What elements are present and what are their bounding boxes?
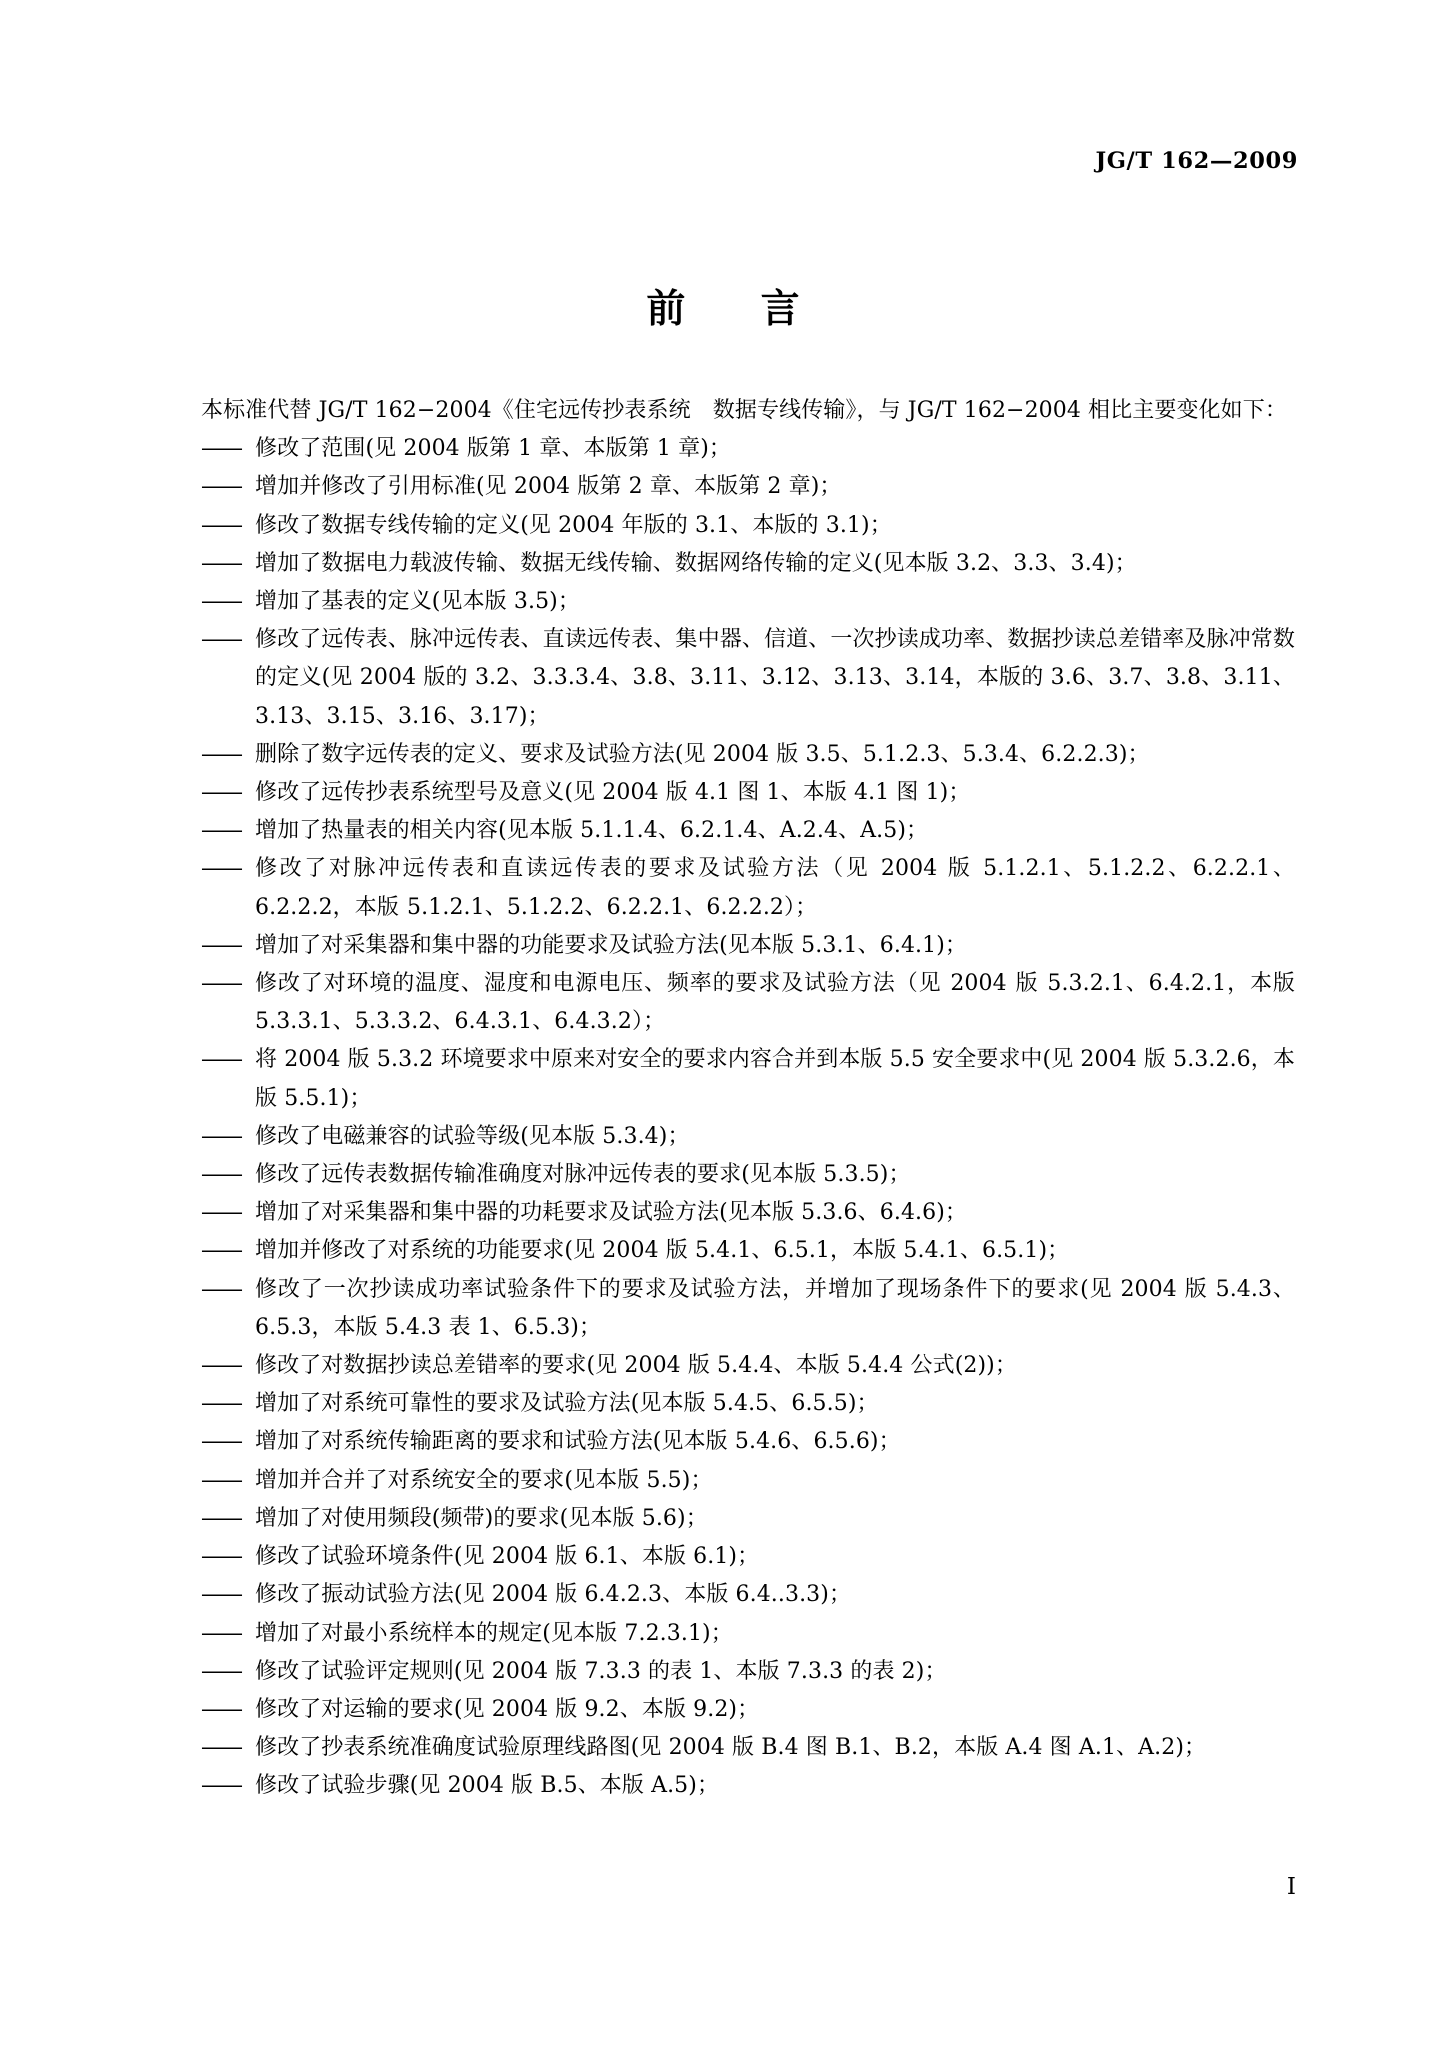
em-dash-marker: —— [201,971,241,997]
em-dash-marker: —— [201,436,241,462]
list-item [201,468,1295,506]
list-item-text: 增加了基表的定义(见本版 3.5)； [255,589,580,615]
list-item [201,1041,1295,1117]
list-item-text: 增加并修改了对系统的功能要求(见 2004 版 5.4.1、6.5.1，本版 5.4.1、6.5.1)； [255,1238,1070,1264]
em-dash-marker: —— [201,1658,241,1684]
list-item [201,927,1295,965]
list-item-text: 增加了对使用频段(频带)的要求(见本版 5.6)； [255,1505,708,1531]
list-item [201,1500,1295,1538]
em-dash-marker: —— [201,1620,241,1646]
em-dash-marker: —— [201,780,241,806]
list-item-text: 修改了对环境的温度、湿度和电源电压、频率的要求及试验方法（见 2004 版 5.3.2.1、6.4.2.1，本版 5.3.3.1、5.3.3.2、6.4.3.1、6.4.3.2）； [255,971,1295,1035]
page-title [0,278,1448,334]
list-item [201,1462,1295,1500]
em-dash-marker: —— [201,1696,241,1722]
em-dash-marker: —— [201,550,241,576]
em-dash-marker: —— [201,1391,241,1417]
em-dash-marker: —— [201,512,241,538]
em-dash-marker: —— [201,1276,241,1302]
list-item [201,1576,1295,1614]
em-dash-marker: —— [201,627,241,653]
list-item-text: 修改了对数据抄读总差错率的要求(见 2004 版 5.4.4、本版 5.4.4 公式(2))； [255,1353,1017,1379]
list-item [201,1615,1295,1653]
em-dash-marker: —— [201,1544,241,1570]
em-dash-marker: —— [201,1505,241,1531]
list-item-text: 增加了对采集器和集中器的功耗要求及试验方法(见本版 5.3.6、6.4.6)； [255,1200,968,1226]
list-item [201,1423,1295,1461]
intro-paragraph: 本标准代替 JG/T 162−2004《住宅远传抄表系统 数据专线传输》，与 JG/T 162−2004 相比主要变化如下： [201,398,1287,423]
em-dash-marker: —— [201,1467,241,1493]
list-item [201,812,1295,850]
list-item-text: 增加并修改了引用标准(见 2004 版第 2 章、本版第 2 章)； [255,474,842,500]
list-item [201,545,1295,583]
em-dash-marker: —— [201,1735,241,1761]
page-title-char-2: 言 [760,287,802,332]
em-dash-marker: —— [201,741,241,767]
em-dash-marker: —— [201,932,241,958]
list-item [201,736,1295,774]
em-dash-marker: —— [201,1582,241,1608]
list-item-text: 修改了电磁兼容的试验等级(见本版 5.3.4)； [255,1123,690,1149]
em-dash-marker: —— [201,1353,241,1379]
em-dash-marker: —— [201,1429,241,1455]
list-item-text: 修改了一次抄读成功率试验条件下的要求及试验方法，并增加了现场条件下的要求(见 2004 版 5.4.3、6.5.3，本版 5.4.3 表 1、6.5.3)； [255,1276,1295,1340]
running-header-standard-number: JG/T 162—2009 [1095,148,1298,174]
list-item [201,1729,1295,1767]
list-item [201,1347,1295,1385]
em-dash-marker: —— [201,818,241,844]
list-item-text: 增加了对采集器和集中器的功能要求及试验方法(见本版 5.3.1、6.4.1)； [255,932,968,958]
list-item-text: 修改了对脉冲远传表和直读远传表的要求及试验方法（见 2004 版 5.1.2.1、5.1.2.2、6.2.2.1、6.2.2.2，本版 5.1.2.1、5.1.2.2、6.2.2.1、6.2.2.2）； [255,856,1295,920]
em-dash-marker: —— [201,1123,241,1149]
list-item-text: 修改了范围(见 2004 版第 1 章、本版第 1 章)； [255,436,732,462]
list-item [201,965,1295,1041]
list-item-text: 增加了对系统传输距离的要求和试验方法(见本版 5.4.6、6.5.6)； [255,1429,901,1455]
list-item [201,774,1295,812]
list-item-text: 增加并合并了对系统安全的要求(见本版 5.5)； [255,1467,713,1493]
list-item [201,1232,1295,1270]
list-item-text: 删除了数字远传表的定义、要求及试验方法(见 2004 版 3.5、5.1.2.3、5.3.4、6.2.2.3)； [255,741,1150,767]
list-item-text: 修改了对运输的要求(见 2004 版 9.2、本版 9.2)； [255,1696,760,1722]
list-item [201,1271,1295,1347]
list-item-text: 修改了远传表、脉冲远传表、直读远传表、集中器、信道、一次抄读成功率、数据抄读总差错率及脉冲常数的定义(见 2004 版的 3.2、3.3.3.4、3.8、3.11、3.12、3.13、3.14，本版的 3.6、3.7、3.8、3.11、3.13、3.15、3.16、3.17)； [255,627,1295,729]
list-item [201,1538,1295,1576]
em-dash-marker: —— [201,1200,241,1226]
list-item [201,1194,1295,1232]
page-title-char-1: 前 [646,287,688,332]
em-dash-marker: —— [201,1773,241,1799]
list-item-text: 修改了振动试验方法(见 2004 版 6.4.2.3、本版 6.4..3.3)； [255,1582,852,1608]
list-item-text: 修改了试验环境条件(见 2004 版 6.1、本版 6.1)； [255,1544,760,1570]
list-item-text: 增加了数据电力载波传输、数据无线传输、数据网络传输的定义(见本版 3.2、3.3、3.4)； [255,550,1137,576]
em-dash-marker: —— [201,589,241,615]
list-item [201,1653,1295,1691]
em-dash-marker: —— [201,1238,241,1264]
list-item-text: 将 2004 版 5.3.2 环境要求中原来对安全的要求内容合并到本版 5.5 安全要求中(见 2004 版 5.3.2.6，本版 5.5.1)； [255,1047,1295,1111]
list-item-text: 增加了对最小系统样本的规定(见本版 7.2.3.1)； [255,1620,733,1646]
em-dash-marker: —— [201,474,241,500]
em-dash-marker: —— [201,1047,241,1073]
list-item-text: 修改了远传抄表系统型号及意义(见 2004 版 4.1 图 1、本版 4.1 图 1)； [255,780,971,806]
list-item-text: 修改了试验评定规则(见 2004 版 7.3.3 的表 1、本版 7.3.3 的表 2)； [255,1658,947,1684]
list-item [201,430,1295,468]
list-item [201,1156,1295,1194]
list-item [201,1691,1295,1729]
list-item [201,1385,1295,1423]
list-item [201,583,1295,621]
list-item-text: 修改了数据专线传输的定义(见 2004 年版的 3.1、本版的 3.1)； [255,512,892,538]
list-item-text: 修改了抄表系统准确度试验原理线路图(见 2004 版 B.4 图 B.1、B.2，本版 A.4 图 A.1、A.2)； [255,1735,1207,1761]
em-dash-marker: —— [201,1162,241,1188]
list-item [201,621,1295,736]
list-item-text: 增加了热量表的相关内容(见本版 5.1.1.4、6.2.1.4、A.2.4、A.5)； [255,818,929,844]
list-item-text: 增加了对系统可靠性的要求及试验方法(见本版 5.4.5、6.5.5)； [255,1391,879,1417]
changes-list [155,430,1295,1805]
list-item [201,507,1295,545]
em-dash-marker: —— [201,856,241,882]
list-item [201,1118,1295,1156]
list-item [201,850,1295,926]
list-item-text: 修改了远传表数据传输准确度对脉冲远传表的要求(见本版 5.3.5)； [255,1162,911,1188]
list-item [201,1767,1295,1805]
foreword-body [155,392,1295,1806]
list-item-text: 修改了试验步骤(见 2004 版 B.5、本版 A.5)； [255,1773,720,1799]
page-number: Ⅰ [1286,1874,1296,1900]
